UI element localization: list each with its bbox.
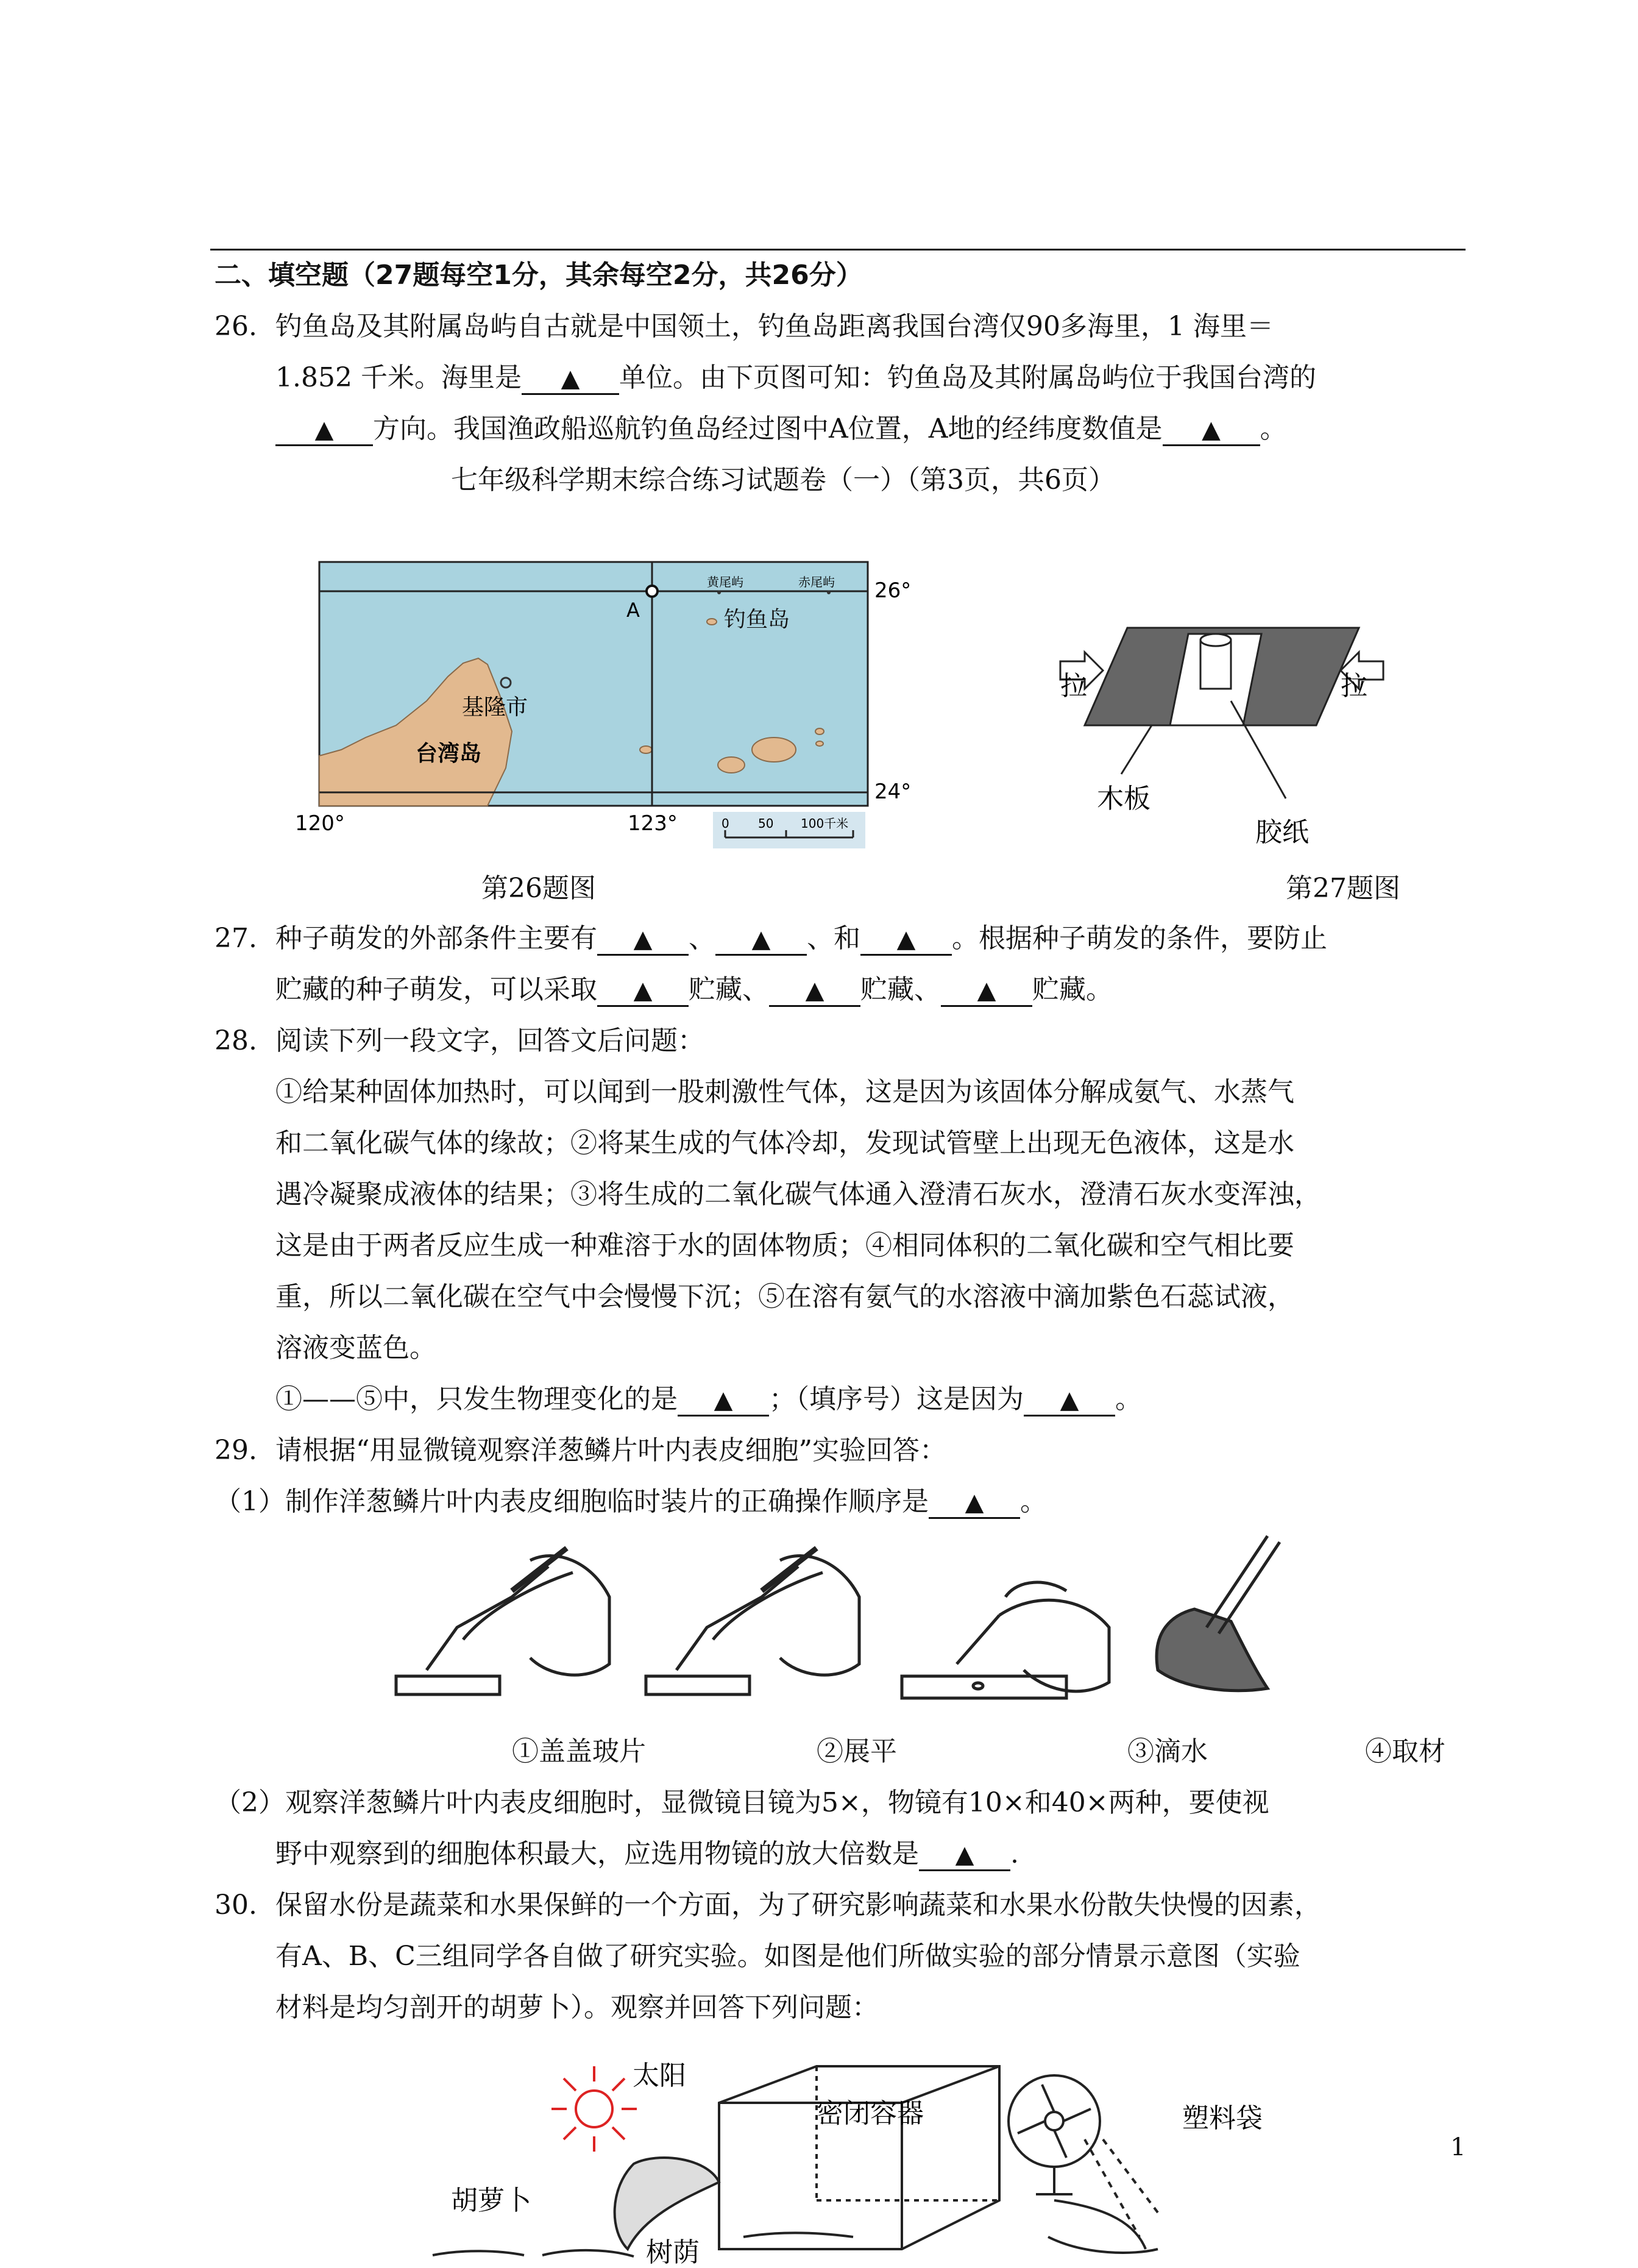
answer-blank[interactable]: ▲ [929, 1488, 1020, 1519]
q30-line2: 有A、B、C三组同学各自做了研究实验。如图是他们所做实验的部分情景示意图（实验 [275, 1941, 1300, 1972]
map-label-huangwei: 黄尾屿 [707, 575, 743, 589]
answer-blank[interactable]: ▲ [715, 925, 807, 956]
q30-line3: 材料是均匀剖开的胡萝卜）。观察并回答下列问题： [275, 1992, 879, 2023]
q29-step-4: ④取材 [1365, 1736, 1445, 1767]
q29-number: 29. [214, 1435, 257, 1466]
q27-sep1: 、 [689, 923, 715, 954]
q29-sub1-text: （1）制作洋葱鳞片叶内表皮细胞临时装片的正确操作顺序是 [214, 1486, 929, 1517]
caption-fig26: 第26题图 [481, 873, 596, 904]
q26-text-2b: 单位。由下页图可知：钓鱼岛及其附属岛屿位于我国台湾的 [619, 362, 1316, 393]
q27-text-2b: 贮藏、 [689, 974, 769, 1005]
q27-number: 27. [214, 923, 257, 954]
q30-number: 30. [214, 1889, 257, 1921]
fig30-experiment [427, 2054, 1316, 2268]
map-scale-100: 100千米 [801, 816, 849, 831]
q28-para-3: 遇冷凝聚成液体的结果；③将生成的二氧化碳气体通入澄清石灰水，澄清石灰水变浑浊， [275, 1179, 1321, 1210]
map-label-taiwan: 台湾岛 [416, 741, 482, 766]
answer-blank[interactable]: ▲ [597, 976, 689, 1007]
q29-sub2-line1: （2）观察洋葱鳞片叶内表皮细胞时，显微镜目镜为5×，物镜有10×和40×两种，要使视 [214, 1787, 1269, 1818]
q28-q-c: 。 [1115, 1384, 1142, 1415]
answer-blank[interactable]: ▲ [860, 925, 952, 956]
fig30-bag-label: 塑料袋 [1182, 2103, 1263, 2134]
answer-blank[interactable]: ▲ [769, 976, 860, 1007]
q29-sub2-text: 野中观察到的细胞体积最大，应选用物镜的放大倍数是 [275, 1838, 919, 1869]
answer-blank[interactable]: ▲ [1024, 1385, 1115, 1417]
q26-text-2a: 1.852 千米。海里是 [275, 362, 522, 393]
q29-step-1: ①盖盖玻片 [512, 1736, 646, 1767]
q29-sub2-line2 [275, 1837, 1019, 1871]
map-label-diaoyu: 钓鱼岛 [724, 607, 790, 632]
q28-para-1: ①给某种固体加热时，可以闻到一股刺激性气体，这是因为该固体分解成氨气、水蒸气 [275, 1076, 1294, 1107]
q28-q-a: ①——⑤中，只发生物理变化的是 [275, 1384, 678, 1415]
q29-sub1 [214, 1485, 1047, 1519]
fig27-pull-left: 拉 [1060, 670, 1087, 702]
q26-line3 [275, 412, 1287, 446]
answer-blank[interactable]: ▲ [1163, 415, 1260, 446]
answer-blank[interactable]: ▲ [678, 1385, 769, 1417]
answer-blank[interactable]: ▲ [941, 976, 1032, 1007]
q29-sub1-end: 。 [1020, 1486, 1047, 1517]
map-label-chiwei: 赤尾屿 [798, 575, 835, 589]
q29-steps-illustration [390, 1524, 1377, 1719]
q28-para-4: 这是由于两者反应生成一种难溶于水的固体物质；④相同体积的二氧化碳和空气相比要 [275, 1230, 1294, 1261]
map-label-jilong: 基隆市 [462, 695, 528, 720]
q27-line2 [275, 973, 1113, 1007]
answer-blank[interactable]: ▲ [919, 1840, 1010, 1871]
answer-blank[interactable]: ▲ [597, 925, 689, 956]
fig30-carrot-label: 胡萝卜 [451, 2185, 531, 2216]
q28-question [275, 1382, 1142, 1417]
q29-intro: 请根据“用显微镜观察洋葱鳞片叶内表皮细胞”实验回答： [275, 1435, 946, 1466]
q28-para-2: 和二氧化碳气体的缘故；②将某生成的气体冷却，发现试管壁上出现无色液体，这是水 [275, 1128, 1294, 1159]
q29-step-2: ②展平 [817, 1736, 897, 1767]
q28-number: 28. [214, 1025, 257, 1056]
page-footer-text: 七年级科学期末综合练习试题卷（一）（第3页，共6页） [451, 464, 1115, 496]
page-number: 1 [1450, 2133, 1466, 2161]
q28-intro: 阅读下列一段文字，回答文后问题： [275, 1025, 704, 1056]
fig27-tape-label: 胶纸 [1255, 817, 1309, 848]
q26-number: 26. [214, 311, 257, 342]
fig26-map [295, 549, 912, 878]
top-rule [210, 249, 1466, 251]
map-lat-bottom: 24° [874, 780, 912, 804]
q27-text-1b: 。根据种子萌发的条件，要防止 [952, 923, 1327, 954]
map-lat-top: 26° [874, 578, 912, 603]
q28-q-b: ；（填序号）这是因为 [769, 1384, 1024, 1415]
q27-line1 [275, 922, 1327, 956]
map-lon-left: 120° [295, 811, 345, 836]
q27-text-2d: 贮藏。 [1032, 974, 1113, 1005]
fig30-sun-label: 太阳 [633, 2060, 686, 2091]
map-scale-50: 50 [758, 816, 774, 831]
map-lon-mid: 123° [628, 811, 678, 836]
q28-para-5: 重，所以二氧化碳在空气中会慢慢下沉；⑤在溶有氨气的水溶液中滴加紫色石蕊试液， [275, 1281, 1294, 1312]
fig30-container-label: 密闭容器 [817, 2098, 924, 2129]
fig27-pull-right: 拉 [1341, 670, 1367, 702]
q29-sub2-end: . [1010, 1838, 1019, 1869]
map-point-a: A [626, 599, 640, 622]
q27-text-1a: 种子萌发的外部条件主要有 [275, 923, 597, 954]
map-scale-0: 0 [722, 816, 729, 831]
q26-line2 [275, 361, 1316, 395]
q26-text-3b: 。 [1260, 413, 1287, 444]
q27-text-2a: 贮藏的种子萌发，可以采取 [275, 974, 597, 1005]
q29-step-3: ③滴水 [1127, 1736, 1208, 1767]
q27-text-2c: 贮藏、 [860, 974, 941, 1005]
fig27-board-label: 木板 [1097, 783, 1150, 814]
q28-para-6: 溶液变蓝色。 [275, 1332, 436, 1363]
fig27-board-tape [1060, 616, 1402, 859]
caption-fig27: 第27题图 [1286, 873, 1400, 904]
q30-line1: 保留水份是蔬菜和水果保鲜的一个方面，为了研究影响蔬菜和水果水份散失快慢的因素， [275, 1889, 1321, 1921]
q26-text-3a: 方向。我国渔政船巡航钓鱼岛经过图中A位置，A地的经纬度数值是 [373, 413, 1163, 444]
answer-blank[interactable]: ▲ [522, 364, 619, 395]
fig30-shade-label: 树荫 [646, 2237, 700, 2268]
q27-sep2: 、和 [807, 923, 860, 954]
q26-line1: 钓鱼岛及其附属岛屿自古就是中国领土，钓鱼岛距离我国台湾仅90多海里，1 海里＝ [275, 311, 1274, 342]
answer-blank[interactable]: ▲ [275, 415, 373, 446]
section-heading: 二、填空题（27题每空1分，其余每空2分，共26分） [214, 260, 863, 291]
